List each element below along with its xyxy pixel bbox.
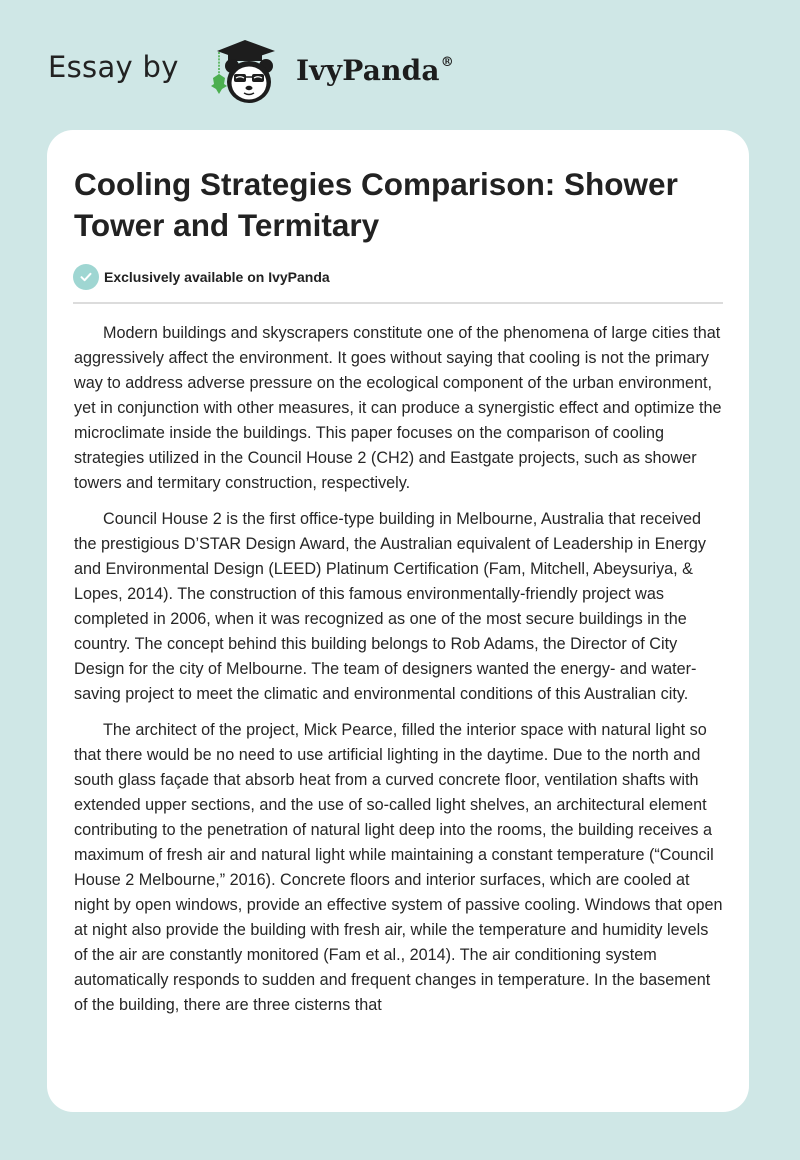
brand-name[interactable] [296,54,454,87]
page-title: Cooling Strategies Comparison: Shower Tower and Termitary [74,166,678,243]
paragraph: Council House 2 is the first office-type building in Melbourne, Australia that received the prestigious D’STAR Design Award, the Australian equivalent of Leadership in Energy and Environmental Design (LEED) Platinum Certification (Fam, Mitchell, Abeysuriya, & Lopes, 2014). The construction of this famous environmentally-friendly project was completed in 2006, when it was recognized as one of the most secure buildings in the country. The concept behind this building belongs to Rob Adams, the Director of City Design for the city of Melbourne. The team of designers wanted the energy- and water-saving project to meet the climatic and environmental conditions of this Australian city. [74,510,706,703]
exclusive-badge [73,263,330,291]
registered-mark: ® [440,55,454,70]
brand-text: IvyPanda [296,54,440,87]
site-header [0,0,800,130]
essay-body [74,321,726,1029]
essay-card [47,130,749,1112]
check-icon [73,264,99,290]
paragraph: The architect of the project, Mick Pearce, filled the interior space with natural light so that there would be no need to use artificial lighting in the daytime. Due to the north and south glass façade that absorb heat from a curved concrete floor, ventilation shafts with extended upper sections, and the use of so-called light shelves, an architectural element contributing to the penetration of natural light deep into the rooms, the building receives a maximum of fresh air and natural light while maintaining a constant temperature (“Council House 2 Melbourne,” 2016). Concrete floors and interior surfaces, which are cooled at night by open windows, provide an effective system of passive cooling. Windows that open at night also provide the building with fresh air, while the temperature and humidity levels of the air are constantly monitored (Fam et al., 2014). The air conditioning system automatically responds to sudden and frequent changes in temperature. In the basement of the building, there are three cisterns that [74,721,723,1014]
paragraph: Modern buildings and skyscrapers constitute one of the phenomena of large cities that aggressively affect the environment. It goes without saying that cooling is not the primary way to address adverse pressure on the ecological component of the urban environment, yet in conjunction with other measures, it can produce a synergistic effect and optimize the microclimate inside the buildings. This paper focuses on the comparison of cooling strategies utilized in the Council House 2 (CH2) and Eastgate projects, such as shower towers and termitary construction, respectively. [74,324,722,492]
exclusive-text: Exclusively available on IvyPanda [104,269,330,285]
panda-graduate-icon[interactable] [203,36,289,108]
essay-by-label: Essay by [48,50,179,84]
divider [73,302,723,304]
